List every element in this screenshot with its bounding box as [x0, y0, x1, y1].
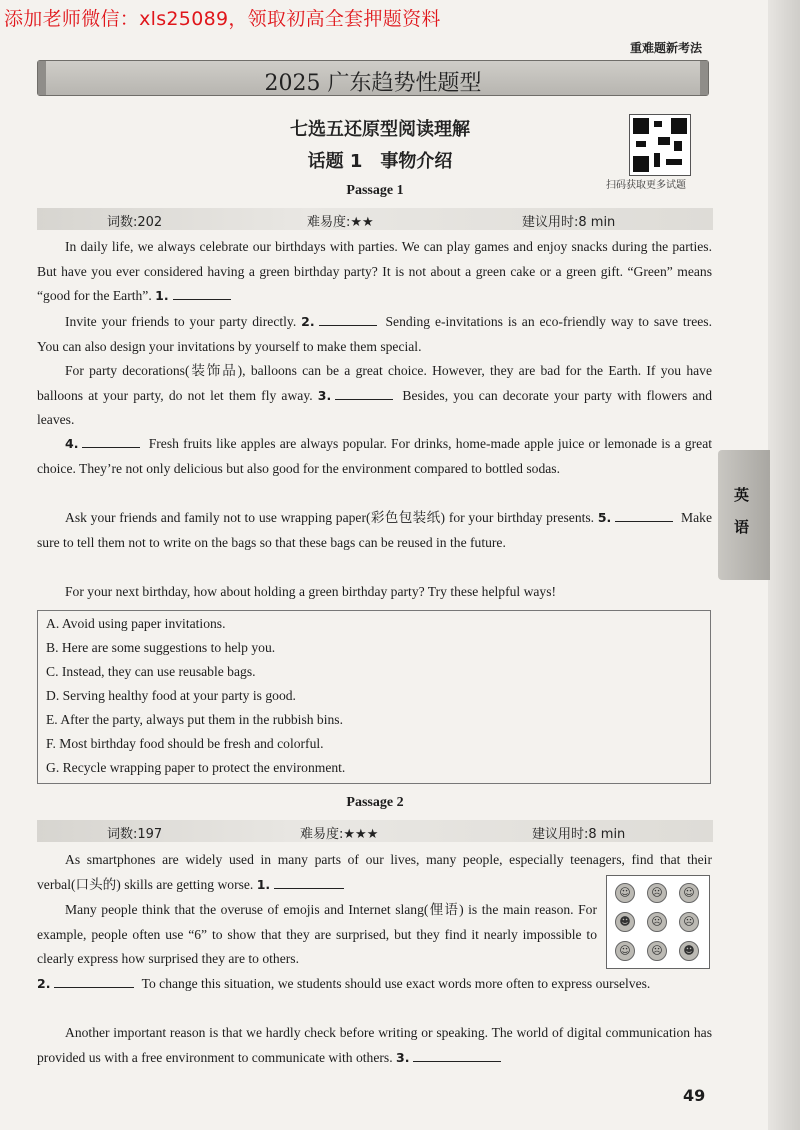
side-tab-char-2: 语 [734, 518, 750, 536]
subject-side-tab [718, 450, 770, 580]
word-count: 词数:197 [107, 827, 163, 842]
options-box [37, 610, 711, 784]
emoji-icon: ☻ [679, 941, 699, 961]
difficulty: 难易度:★★★ [300, 827, 379, 842]
passage-1-info-bar [37, 208, 713, 230]
option-a: A. Avoid using paper invitations. [46, 616, 226, 631]
option-e: E. After the party, always put them in the rubbish bins. [46, 712, 343, 727]
p1-paragraph-2: Invite your friends to your party directly. 2. Sending e-invitations is an eco-friendly way to save trees. You can also design your invitations by yourself to make them special. [37, 314, 712, 354]
p1-paragraph-1: In daily life, we always celebrate our birthdays with parties. We can play games and enjoy snacks during the parties. But have you ever considered having a green birthday party? It is not about a green cake or a green gift. “Green” means “good for the Earth”. 1. [37, 239, 712, 303]
suggested-time: 建议用时:8 min [522, 215, 616, 230]
option-d: D. Serving healthy food at your party is good. [46, 688, 296, 703]
page-edge-shadow [768, 0, 800, 1130]
emoji-icon: ☺ [615, 941, 635, 961]
page-number: 49 [683, 1086, 706, 1105]
emoji-icon: ☹ [647, 941, 667, 961]
p1-paragraph-3: For party decorations(装饰品), balloons can be a great choice. However, they are bad for the Earth. If you have balloons at your party, do not let them fly away. 3. Besides, you can decorate your party with flowers and leaves. [37, 363, 712, 427]
blank-5[interactable] [615, 509, 673, 522]
qr-code[interactable] [629, 114, 691, 176]
blank-1[interactable] [173, 287, 231, 300]
passage-2-title: Passage 2 [346, 795, 404, 810]
word-count: 词数:202 [107, 215, 163, 230]
blank-3[interactable] [335, 387, 393, 400]
p1-paragraph-4: 4. Fresh fruits like apples are always popular. For drinks, home-made apple juice or lemonade is a great choice. They’re not only delicious but also good for the environment compared to bottled sodas. [37, 436, 713, 476]
watermark-text: 添加老师微信：xls25089，领取初高全套押题资料 [4, 8, 441, 30]
passage-2-info-bar [37, 820, 713, 842]
emoji-icon: ☺ [615, 883, 635, 903]
emoji-icon: ☺ [679, 883, 699, 903]
emoji-icon: ☹ [679, 912, 699, 932]
emoji-icon: ☹ [647, 912, 667, 932]
option-g: G. Recycle wrapping paper to protect the environment. [46, 760, 346, 775]
p2-paragraph-2: Many people think that the overuse of emojis and Internet slang(俚语) is the main reason. For example, people often use “6” to show that they are surprised, but they find it nearly impossible to clearly express how surprised they are to others. [37, 902, 597, 966]
section-tag: 重难题新考法 [629, 41, 702, 55]
blank-4[interactable] [82, 435, 140, 448]
p2-blank-3[interactable] [413, 1049, 501, 1062]
blank-2[interactable] [319, 313, 377, 326]
difficulty: 难易度:★★ [307, 215, 374, 230]
p2-paragraph-1: As smartphones are widely used in many parts of our lives, many people, especially teenagers, find that their verbal(口头的) skills are getting worse. 1. [37, 852, 712, 892]
p2-paragraph-2b: 2. To change this situation, we students should use exact words more often to express ourselves. [37, 976, 651, 991]
p2-paragraph-3: Another important reason is that we hardly check before writing or speaking. The world of digital communication has provided us with a free environment to communicate with others. 3. [37, 1025, 712, 1065]
passage-1-title: Passage 1 [346, 183, 404, 198]
suggested-time: 建议用时:8 min [532, 827, 626, 842]
option-c: C. Instead, they can use reusable bags. [46, 664, 256, 679]
emoji-illustration [606, 875, 710, 969]
section-heading: 七选五还原型阅读理解 [290, 119, 470, 140]
p2-blank-2[interactable] [54, 975, 134, 988]
side-tab-char-1: 英 [734, 486, 750, 504]
option-b: B. Here are some suggestions to help you. [46, 640, 276, 655]
emoji-icon: ☹ [647, 883, 667, 903]
p1-paragraph-5: Ask your friends and family not to use wrapping paper(彩色包装纸) for your birthday presents. 5. Make sure to tell them not to write on the bags so that these bags can be reused in the future. [37, 510, 712, 550]
title-banner [37, 60, 709, 96]
emoji-icon: ☻ [615, 912, 635, 932]
option-f: F. Most birthday food should be fresh and colorful. [46, 736, 324, 751]
topic-heading: 话题 1 事物介绍 [307, 151, 453, 172]
qr-caption: 扫码获取更多试题 [606, 180, 686, 191]
p2-blank-1[interactable] [274, 876, 344, 889]
p1-paragraph-6: For your next birthday, how about holding a green birthday party? Try these helpful ways! [65, 584, 557, 599]
banner-title: 2025 广东趋势性题型 [264, 71, 482, 96]
